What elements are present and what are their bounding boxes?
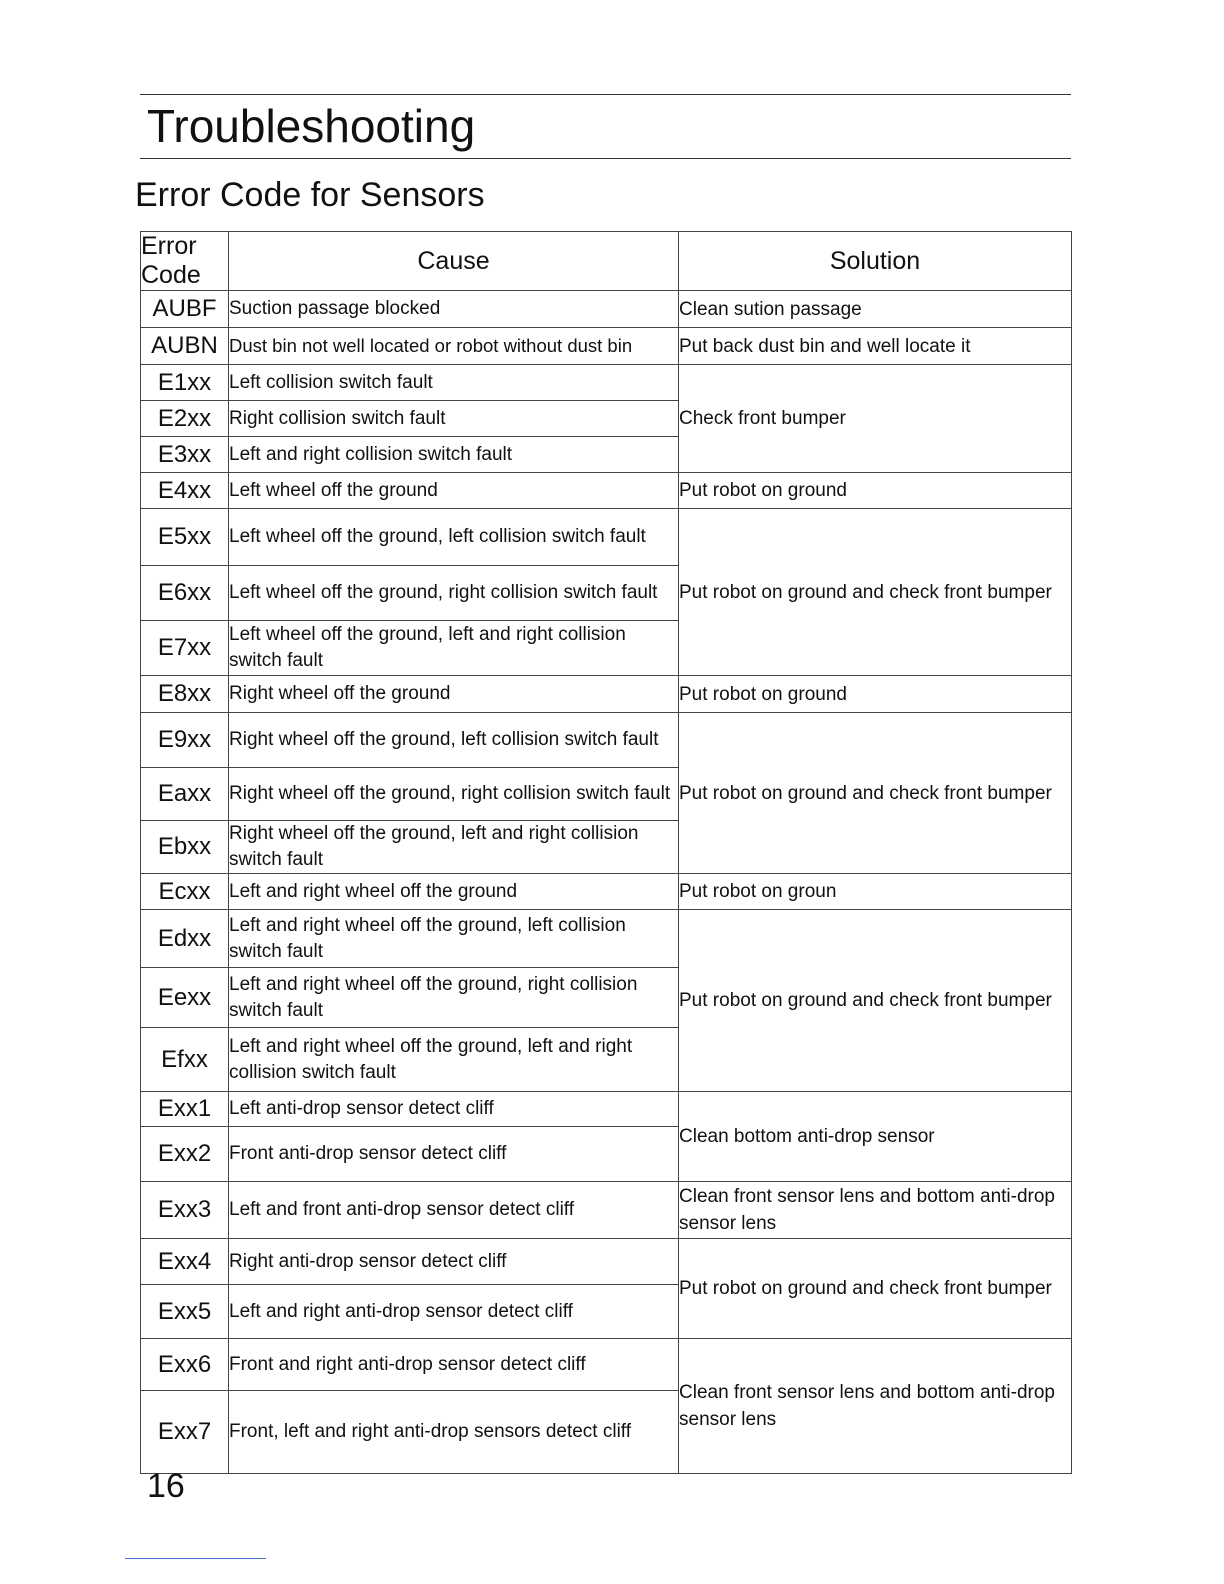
table-row <box>141 713 1072 768</box>
cause-cell: Left wheel off the ground, left collision switch fault <box>229 509 679 566</box>
cause-cell: Right wheel off the ground, left and right collision switch fault <box>229 821 679 874</box>
cause-cell: Front, left and right anti-drop sensors detect cliff <box>229 1391 679 1474</box>
table-row <box>141 910 1072 968</box>
cause-cell: Dust bin not well located or robot without dust bin <box>229 328 679 365</box>
solution-cell: Put robot on ground <box>679 473 1072 509</box>
table-row <box>141 1182 1072 1239</box>
table-row <box>141 473 1072 509</box>
cause-cell: Left and right anti-drop sensor detect cliff <box>229 1285 679 1339</box>
solution-cell: Put robot on ground and check front bumper <box>679 509 1072 676</box>
error-code: Eexx <box>141 968 229 1028</box>
error-code: Exx4 <box>141 1239 229 1285</box>
error-code: E6xx <box>141 566 229 621</box>
cause-cell: Left wheel off the ground, left and right collision switch fault <box>229 621 679 676</box>
cause-cell: Left wheel off the ground, right collision switch fault <box>229 566 679 621</box>
error-code: Efxx <box>141 1028 229 1092</box>
solution-cell: Clean front sensor lens and bottom anti-drop sensor lens <box>679 1182 1072 1239</box>
error-code: E5xx <box>141 509 229 566</box>
solution-cell: Clean front sensor lens and bottom anti-drop sensor lens <box>679 1339 1072 1474</box>
error-code: E2xx <box>141 401 229 437</box>
cause-cell: Front and right anti-drop sensor detect cliff <box>229 1339 679 1391</box>
error-code: E4xx <box>141 473 229 509</box>
cause-cell: Right anti-drop sensor detect cliff <box>229 1239 679 1285</box>
table-row <box>141 1339 1072 1391</box>
error-code: AUBF <box>141 291 229 328</box>
error-code: E8xx <box>141 676 229 713</box>
cause-cell: Left collision switch fault <box>229 365 679 401</box>
cause-cell: Suction passage blocked <box>229 291 679 328</box>
header-error-code: Error Code <box>141 232 229 291</box>
cause-cell: Right wheel off the ground <box>229 676 679 713</box>
table-row <box>141 676 1072 713</box>
table-row <box>141 509 1072 566</box>
error-code: E7xx <box>141 621 229 676</box>
header-solution: Solution <box>679 232 1072 291</box>
header-cause: Cause <box>229 232 679 291</box>
solution-cell: Clean sution passage <box>679 291 1072 328</box>
top-rule <box>140 94 1071 95</box>
solution-cell: Put robot on ground <box>679 676 1072 713</box>
table-row <box>141 874 1072 910</box>
cause-cell: Left and front anti-drop sensor detect cliff <box>229 1182 679 1239</box>
error-code: Exx6 <box>141 1339 229 1391</box>
table-row <box>141 1239 1072 1285</box>
error-code: E3xx <box>141 437 229 473</box>
error-code: E1xx <box>141 365 229 401</box>
cause-cell: Right wheel off the ground, right collision switch fault <box>229 768 679 821</box>
error-code: Exx5 <box>141 1285 229 1339</box>
cause-cell: Left and right wheel off the ground <box>229 874 679 910</box>
cause-cell: Left and right wheel off the ground, right collision switch fault <box>229 968 679 1028</box>
error-code: Ebxx <box>141 821 229 874</box>
solution-cell: Check front bumper <box>679 365 1072 473</box>
solution-cell: Put robot on ground and check front bumper <box>679 713 1072 874</box>
cause-cell: Left and right collision switch fault <box>229 437 679 473</box>
error-code: Exx1 <box>141 1092 229 1127</box>
table-row <box>141 291 1072 328</box>
table-row <box>141 1092 1072 1127</box>
solution-cell: Clean bottom anti-drop sensor <box>679 1092 1072 1182</box>
page-title: Troubleshooting <box>147 100 476 152</box>
cause-cell: Left and right wheel off the ground, left and right collision switch fault <box>229 1028 679 1092</box>
footer-line <box>125 1558 266 1559</box>
cause-cell: Left anti-drop sensor detect cliff <box>229 1092 679 1127</box>
error-code: Exx7 <box>141 1391 229 1474</box>
error-code: Ecxx <box>141 874 229 910</box>
solution-cell: Put robot on ground and check front bumper <box>679 1239 1072 1339</box>
error-code: Edxx <box>141 910 229 968</box>
section-title: Error Code for Sensors <box>135 176 485 214</box>
cause-cell: Right wheel off the ground, left collision switch fault <box>229 713 679 768</box>
table-header-row <box>141 232 1072 291</box>
error-code: E9xx <box>141 713 229 768</box>
error-code: AUBN <box>141 328 229 365</box>
solution-cell: Put back dust bin and well locate it <box>679 328 1072 365</box>
table-row <box>141 365 1072 401</box>
solution-cell: Put robot on groun <box>679 874 1072 910</box>
table-row <box>141 328 1072 365</box>
page-number: 16 <box>147 1467 185 1505</box>
error-code: Eaxx <box>141 768 229 821</box>
cause-cell: Left wheel off the ground <box>229 473 679 509</box>
solution-cell: Put robot on ground and check front bumper <box>679 910 1072 1092</box>
cause-cell: Right collision switch fault <box>229 401 679 437</box>
error-code: Exx2 <box>141 1127 229 1182</box>
cause-cell: Front anti-drop sensor detect cliff <box>229 1127 679 1182</box>
title-underline <box>140 158 1071 159</box>
error-code: Exx3 <box>141 1182 229 1239</box>
error-code-table <box>140 231 1072 1474</box>
cause-cell: Left and right wheel off the ground, left collision switch fault <box>229 910 679 968</box>
